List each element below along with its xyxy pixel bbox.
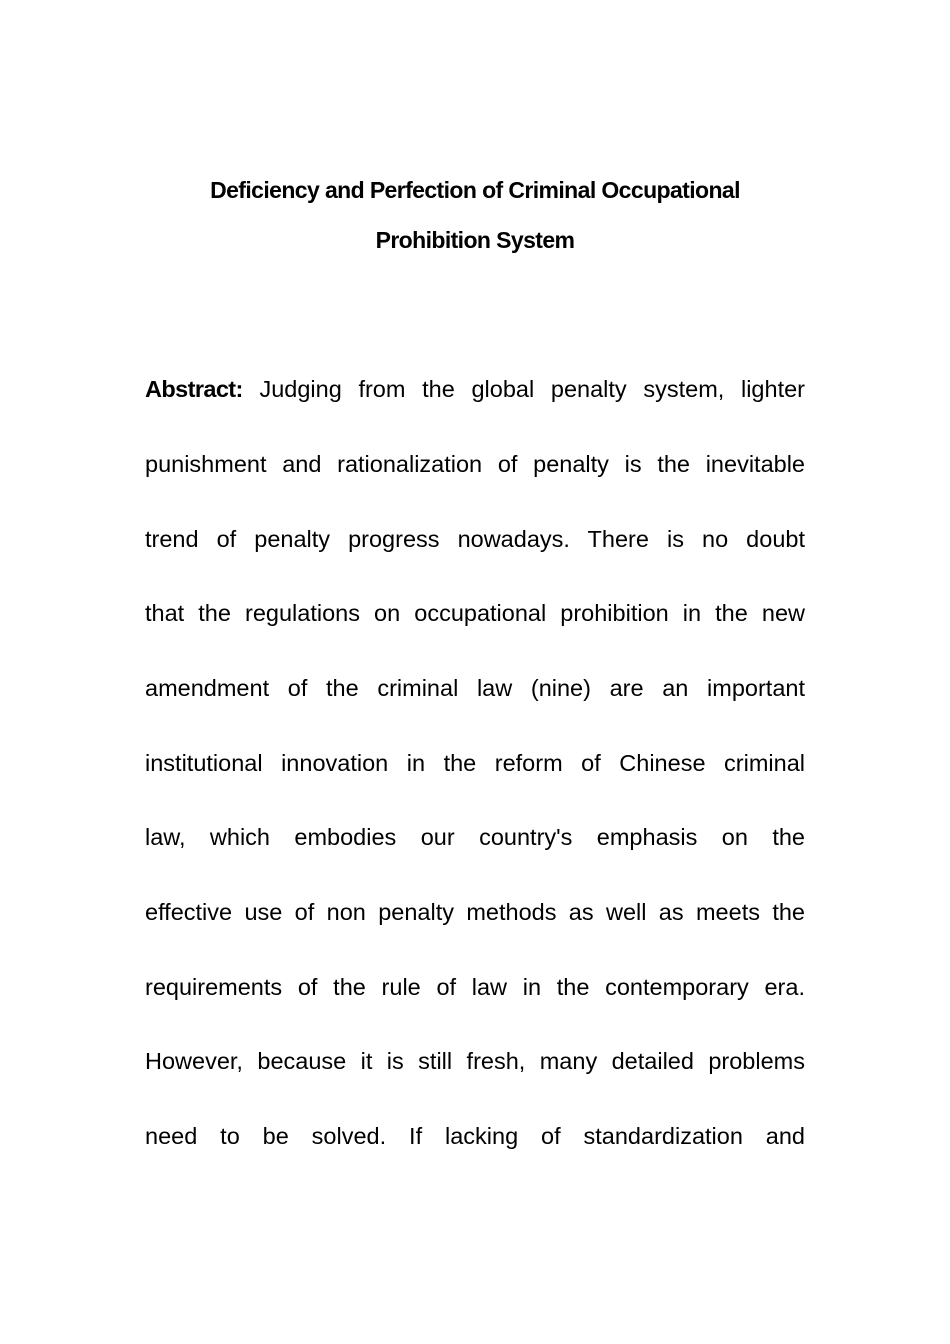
abstract-label: Abstract: (145, 376, 243, 402)
title-line-2: Prohibition System (375, 227, 575, 253)
abstract-line-5: amendment of the criminal law (nine) are an important (145, 675, 805, 701)
abstract-line-3: trend of penalty progress nowadays. There is no doubt (145, 526, 805, 552)
abstract-line-4: that the regulations on occupational prohibition in the new (145, 600, 805, 626)
abstract-line-10: However, because it is still fresh, many detailed problems (145, 1048, 805, 1074)
abstract-line-1-text: Judging from the global penalty system, lighter (242, 376, 805, 402)
abstract-line-1 (145, 374, 805, 404)
abstract-line-2: punishment and rationalization of penalty is the inevitable (145, 451, 805, 477)
abstract-line-11: need to be solved. If lacking of standardization and (145, 1123, 805, 1149)
title-line-1: Deficiency and Perfection of Criminal Occupational (210, 177, 740, 203)
abstract-line-7: law, which embodies our country's emphasis on the (145, 824, 805, 850)
abstract-line-6: institutional innovation in the reform of Chinese criminal (145, 750, 805, 776)
abstract-line-9: requirements of the rule of law in the contemporary era. (145, 974, 805, 1000)
abstract-line-8: effective use of non penalty methods as well as meets the (145, 899, 805, 925)
